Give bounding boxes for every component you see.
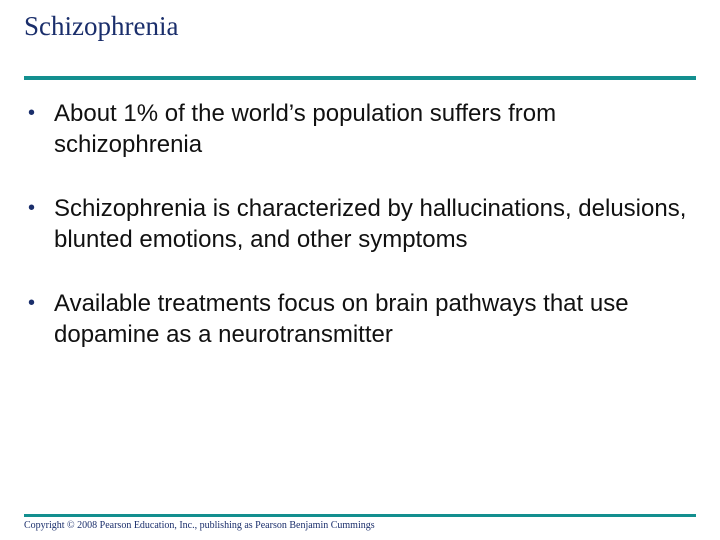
bullet-item (28, 288, 698, 350)
bullet-point-icon: • (28, 292, 36, 314)
bullet-list (28, 98, 698, 383)
footer-divider (24, 514, 696, 517)
bullet-item (28, 98, 698, 160)
bullet-text: Available treatments focus on brain pathways that use dopamine as a neurotransmitter (54, 290, 629, 348)
bullet-item (28, 193, 698, 255)
title-divider (24, 76, 696, 80)
slide-title: Schizophrenia (24, 11, 179, 41)
bullet-text: About 1% of the world’s population suffers from schizophrenia (54, 100, 557, 158)
bullet-point-icon: • (28, 197, 36, 219)
bullet-text: Schizophrenia is characterized by hallucinations, delusions, blunted emotions, and other symptoms (54, 195, 687, 253)
copyright-footer: Copyright © 2008 Pearson Education, Inc., publishing as Pearson Benjamin Cummings (24, 520, 375, 531)
bullet-point-icon: • (28, 102, 36, 124)
